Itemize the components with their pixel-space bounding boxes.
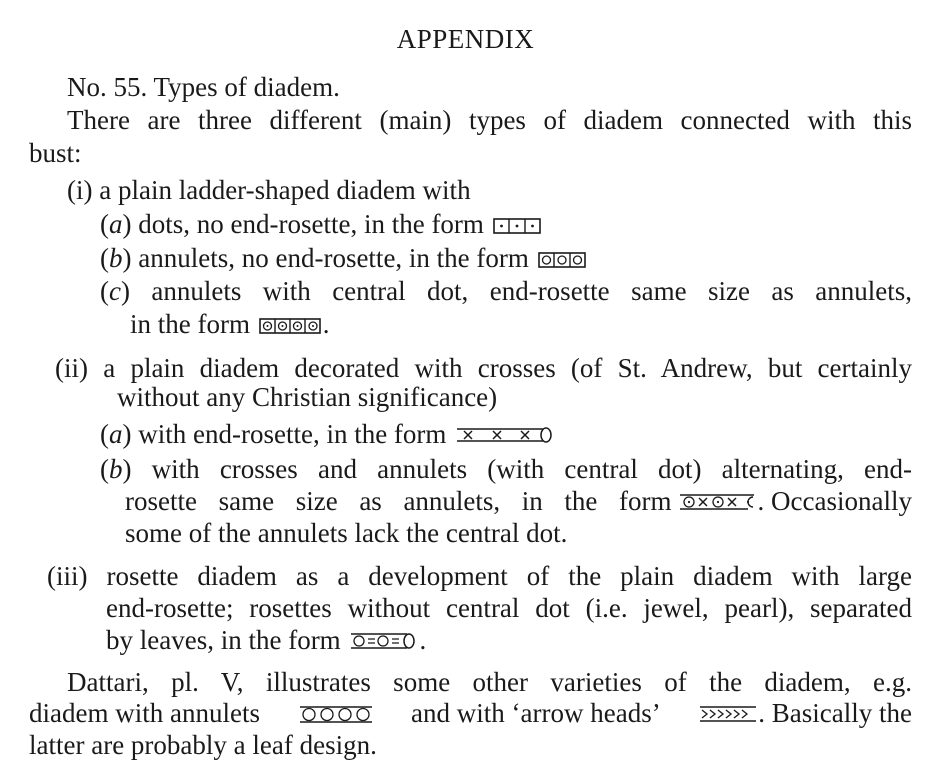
type-i-c-line: (c) annulets with central dot, end-rosette same size as annulets, — [100, 276, 912, 306]
type-iii-line — [47, 560, 912, 592]
type-i-c-cont: in the form — [130, 309, 250, 339]
type-i-a-line: (a) dots, no end-rosette, in the form — [100, 208, 543, 240]
type-i-c-text: annulets with central dot, end-rosette same size as annulets, — [151, 276, 912, 306]
type-ii-a-text: with end-rosette, in the form — [138, 419, 447, 449]
type-i-c-cont-line — [130, 308, 329, 340]
type-i-b-text: annulets, no end-rosette, in the form — [138, 243, 529, 273]
page-heading: APPENDIX — [396, 24, 535, 54]
entry-title: No. 55. Types of diadem. — [67, 72, 340, 102]
cross-annulet-diadem-symbol — [678, 493, 758, 511]
intro-line-1: There are three different (main) types of diadem connected with this — [67, 105, 912, 135]
type-ii-b-line: (b) with crosses and annulets (with central dot) alternating, end- — [100, 454, 912, 484]
type-ii-number: (ii) — [55, 353, 88, 383]
dotted-ladder-diadem-symbol — [493, 218, 541, 234]
type-i-b-label: b — [109, 243, 123, 273]
closing-line-2c: . Basically the — [758, 698, 912, 728]
type-iii-cont2-end: . — [419, 625, 427, 655]
type-iii-cont2: by leaves, in the form — [106, 625, 341, 655]
closing-line-2a: diadem with annulets — [29, 698, 260, 728]
type-iii-cont2-line — [106, 624, 426, 656]
type-iii-number: (iii) — [47, 561, 88, 591]
arrow-heads-diadem-symbol — [698, 705, 758, 723]
type-ii-b-cont2: some of the annulets lack the central dot. — [125, 518, 568, 548]
type-ii-a-label: a — [109, 419, 123, 449]
type-i-text: a plain ladder-shaped diadem with — [99, 175, 471, 205]
type-ii-cont: without any Christian significance) — [117, 382, 498, 412]
type-ii-b-cont1: rosette same size as annulets, in the form — [125, 486, 672, 516]
type-ii-line — [55, 352, 912, 384]
closing-line-1: Dattari, pl. V, illustrates some other varieties of the diadem, e.g. — [67, 667, 912, 697]
cross-diadem-symbol — [455, 426, 555, 444]
intro-line-2: bust: — [29, 138, 82, 168]
type-i-b-line: (b) annulets, no end-rosette, in the form — [100, 242, 588, 274]
rosette-diadem-symbol — [349, 632, 417, 650]
type-i-a-label: a — [109, 209, 123, 239]
type-i-number: (i) — [67, 175, 93, 205]
annulet-diadem-symbol — [298, 705, 374, 723]
closing-line-3: latter are probably a leaf design. — [29, 730, 377, 760]
type-ii-text: a plain diadem decorated with crosses (of St. Andrew, but certainly — [103, 353, 913, 383]
type-i-c-label: c — [109, 276, 121, 306]
dotted-annulet-diadem-symbol — [259, 318, 321, 334]
type-i-line — [67, 174, 471, 206]
type-ii-b-text: with crosses and annulets (with central dot) alternating, end- — [151, 454, 912, 484]
type-i-a-text: dots, no end-rosette, in the form — [138, 209, 484, 239]
closing-line-2 — [29, 697, 912, 729]
annulet-ladder-diadem-symbol — [538, 252, 586, 268]
type-ii-b-cont-line — [125, 485, 912, 517]
type-ii-b-label: b — [109, 454, 123, 484]
type-i-c-end: . — [322, 309, 330, 339]
closing-line-2-tail — [698, 697, 912, 729]
type-iii-text: rosette diadem as a development of the plain diadem with large — [106, 561, 913, 591]
type-ii-a-line: (a) with end-rosette, in the form — [100, 418, 557, 450]
type-ii-b-cont1-end: . Occasionally — [757, 486, 912, 516]
closing-line-2b: and with ‘arrow heads’ — [411, 698, 661, 728]
type-iii-cont1: end-rosette; rosettes without central dot (i.e. jewel, pearl), separated — [106, 593, 912, 623]
